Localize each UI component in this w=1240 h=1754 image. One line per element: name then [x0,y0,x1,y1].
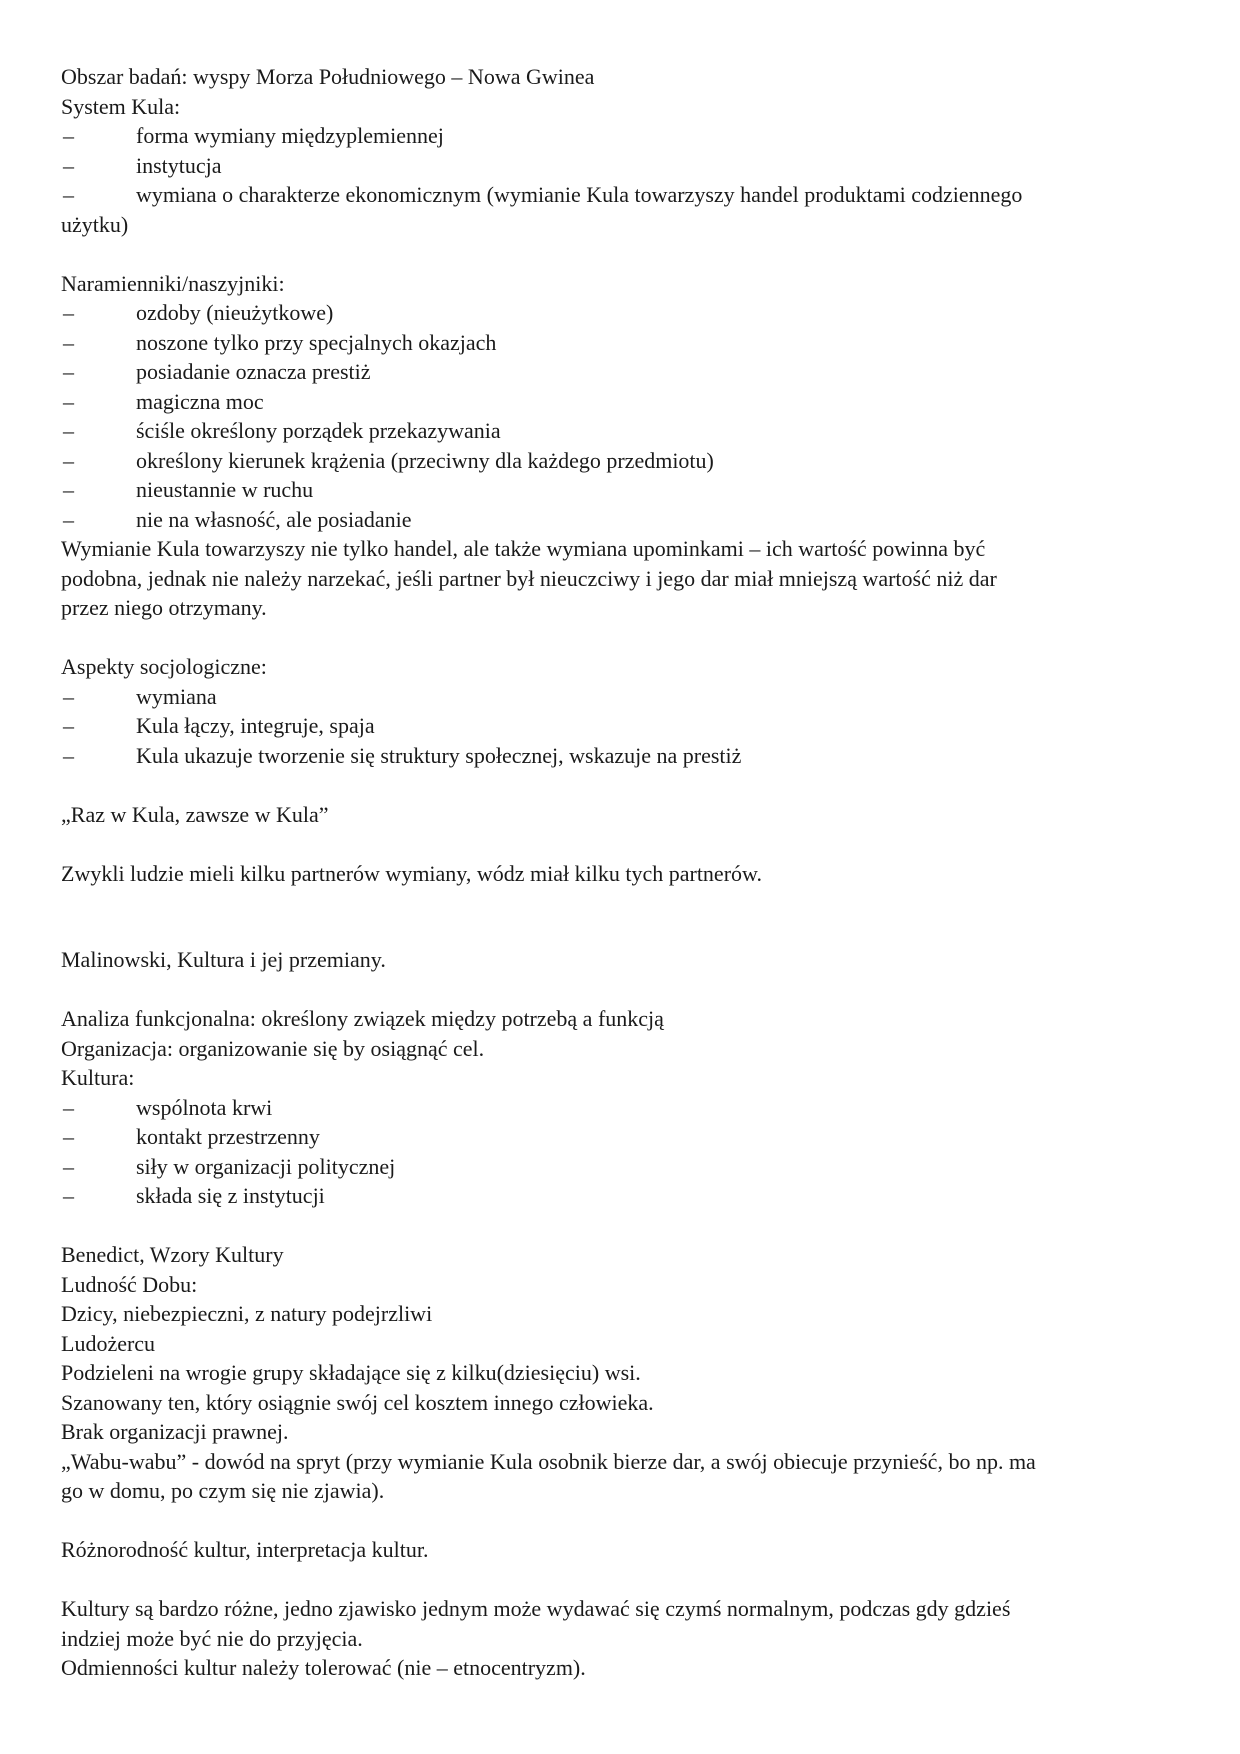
list-item [61,682,1181,712]
list-item-text: wymiana [136,683,217,709]
quote-line: „Raz w Kula, zawsze w Kula” [61,801,329,827]
list-item-continuation: użytku) [61,211,129,237]
list-item-text: składa się z instytucji [136,1183,325,1208]
list-item [61,1181,1181,1211]
sociology-heading: Aspekty socjologiczne: [61,654,267,679]
dash-bullet: – [63,713,74,738]
text-line: Ludożercu [61,1330,156,1356]
functional-analysis-line: Analiza funkcjonalna: określony związek między potrzebą a funkcją [61,1006,664,1031]
list-item [61,1122,1181,1152]
text-line: Szanowany ten, który osiągnie swój cel kosztem innego człowieka. [61,1389,654,1415]
list-item [61,1152,1181,1182]
list-item-text: noszone tylko przy specjalnych okazjach [136,329,497,355]
dash-bullet: – [63,300,74,325]
organization-line: Organizacja: organizowanie się by osiągnąć cel. [61,1035,485,1061]
list-item-text: siły w organizacji politycznej [136,1153,396,1179]
list-item-text: posiadanie oznacza prestiż [136,359,371,384]
text-line: Kultury są bardzo różne, jedno zjawisko jednym może wydawać się czymś normalnym, podczas gdy gdzieś [61,1596,1011,1621]
study-area-line: Obszar badań: wyspy Morza Południowego – Nowa Gwinea [61,64,595,89]
dash-bullet: – [63,683,74,709]
dash-bullet: – [63,1094,74,1120]
list-item [61,741,1181,771]
text-line: „Wabu-wabu” - dowód na spryt (przy wymianie Kula osobnik bierze dar, a swój obiecuje przynieść, bo np. ma [61,1448,1036,1474]
text-line: go w domu, po czym się nie zjawia). [61,1478,385,1503]
dash-bullet: – [63,477,74,502]
list-item [61,121,1181,151]
dash-bullet: – [63,359,74,384]
list-item [61,475,1181,505]
dash-bullet: – [63,1153,74,1179]
list-item [61,328,1181,358]
list-item [61,416,1181,446]
list-item [61,1093,1181,1123]
armbands-heading: Naramienniki/naszyjniki: [61,270,285,296]
list-item [61,357,1181,387]
culture-heading: Kultura: [61,1065,135,1090]
dash-bullet: – [63,123,74,148]
malinowski-heading: Malinowski, Kultura i jej przemiany. [61,947,386,972]
list-item [61,711,1181,741]
list-item [61,151,1181,181]
text-line: Ludność Dobu: [61,1271,198,1297]
text-line: Brak organizacji prawnej. [61,1419,289,1444]
list-item [61,387,1181,417]
dash-bullet: – [63,182,74,207]
list-item-text: wspólnota krwi [136,1094,273,1120]
dash-bullet: – [63,742,74,768]
diversity-heading: Różnorodność kultur, interpretacja kultur. [61,1537,429,1562]
list-item-text: Kula ukazuje tworzenie się struktury społecznej, wskazuje na prestiż [136,742,742,768]
dash-bullet: – [63,1124,74,1149]
paragraph-line: przez niego otrzymany. [61,595,267,620]
dash-bullet: – [63,152,74,178]
text-line: Podzieleni na wrogie grupy składające się z kilku(dziesięciu) wsi. [61,1360,641,1385]
dash-bullet: – [63,506,74,532]
list-item-text: forma wymiany międzyplemiennej [136,123,444,148]
list-item [61,505,1181,535]
text-line: Odmienności kultur należy tolerować (nie – etnocentryzm). [61,1655,586,1680]
text-line: indziej może być nie do przyjęcia. [61,1625,363,1651]
paragraph-line: Wymianie Kula towarzyszy nie tylko handel, ale także wymiana upominkami – ich wartość powinna być [61,536,986,561]
paragraph-line: podobna, jednak nie należy narzekać, jeśli partner był nieuczciwy i jego dar miał mniejszą wartość niż dar [61,565,997,591]
list-item-text: nie na własność, ale posiadanie [136,506,412,532]
list-item-text: ściśle określony porządek przekazywania [136,418,501,443]
list-item-text: kontakt przestrzenny [136,1124,320,1149]
list-item-text: określony kierunek krążenia (przeciwny dla każdego przedmiotu) [136,447,714,473]
list-item-text: magiczna moc [136,388,264,414]
text-line: Dzicy, niebezpieczni, z natury podejrzliwi [61,1301,433,1326]
dash-bullet: – [63,447,74,473]
list-item-text: instytucja [136,152,222,178]
list-item [61,446,1181,476]
list-item-text: wymiana o charakterze ekonomicznym (wymianie Kula towarzyszy handel produktami codziennego [136,182,1023,207]
benedict-heading: Benedict, Wzory Kultury [61,1242,284,1267]
document-page [61,62,1181,1683]
dash-bullet: – [63,1183,74,1208]
dash-bullet: – [63,329,74,355]
list-item [61,298,1181,328]
dash-bullet: – [63,418,74,443]
list-item-text: nieustannie w ruchu [136,477,314,502]
list-item [61,180,1181,210]
dash-bullet: – [63,388,74,414]
system-kula-heading: System Kula: [61,93,181,119]
list-item-text: Kula łączy, integruje, spaja [136,713,375,738]
partners-line: Zwykli ludzie mieli kilku partnerów wymiany, wódz miał kilku tych partnerów. [61,860,762,886]
list-item-text: ozdoby (nieużytkowe) [136,300,334,325]
